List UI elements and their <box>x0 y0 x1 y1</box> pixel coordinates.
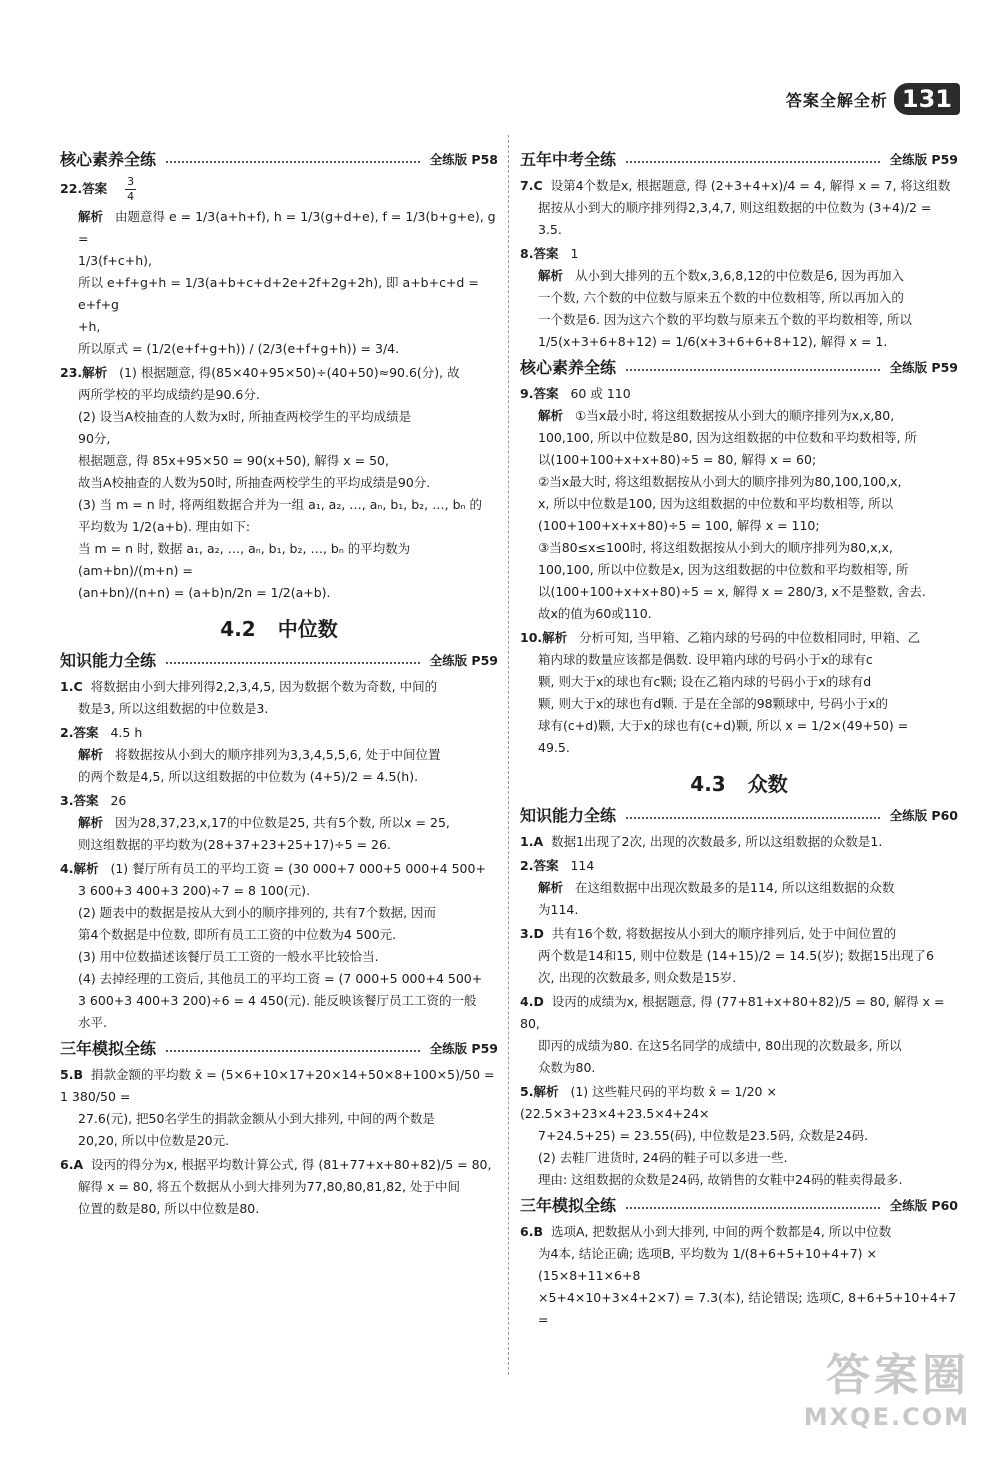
section-header <box>520 805 958 827</box>
page-header <box>786 82 960 116</box>
section-ref: 全练版 P59 <box>889 360 958 375</box>
section-title: 知识能力全练 <box>520 806 617 825</box>
watermark-url: MXQE.COM <box>803 1403 970 1431</box>
section-ref: 全练版 P60 <box>889 1198 958 1213</box>
section-header <box>60 1038 498 1060</box>
dotted-line <box>626 1207 880 1209</box>
right-column <box>520 145 958 1333</box>
question-1: 1.C 将数据由小到大排列得2,2,3,4,5, 因为数据个数为奇数, 中间的 数是3, 所以这组数据的中位数是3. <box>60 679 438 716</box>
section-ref: 全练版 P59 <box>429 1041 498 1056</box>
answer-fraction: $\frac{3}{4}$ <box>127 175 135 203</box>
question-r5: 5.解析 (1) 这些鞋尺码的平均数 x̄ = 1/20 × (22.5×3+23×4+23.5×4+24× 7+24.5+25) = 23.55(码), 中位数是23.5码, 众数是24码. (2) 去鞋厂进货时, 24码的鞋子可以多进一些. 理由: 这组数据的众数是24码, 故销售的女鞋中24码的鞋卖得最多. <box>520 1084 903 1187</box>
chapter-title: 4.2 中位数 <box>220 617 338 641</box>
section-title: 知识能力全练 <box>60 651 157 670</box>
question-5: 5.B 捐款金额的平均数 x̄ = (5×6+10×17+20×14+50×8+100×5)/50 = 1 380/50 = 27.6(元), 把50名学生的捐款金额从小到大排列, 中间的两个数是 20,20, 所以中位数是20元. <box>60 1067 495 1148</box>
question-9: 9.答案 60 或 110 解析 ①当x最小时, 将这组数据按从小到大的顺序排列为x,x,80, 100,100, 所以中位数是80, 因为这组数据的中位数和平均数相等, 所 以(100+100+x+x+80)÷5 = 80, 解得 x = 60; ②当x最大时, 将这组数据按从小到大的顺序排列为80,100,100,x, x, 所以中位数是100, 因为这组数据的中位数和平均数相等, 所以 (100+100+x+x+80)÷5 = 100, 解得 x = 110; ③当80≤x≤100时, 将这组数据按从小到大的顺序排列为80,x,x, 100,100, 所以中位数是x, 因为这组数据的中位数和平均数相等, 所 以(100+100+x+x+80)÷5 = x, 解得 x = 280/3, x不是整数, 舍去. 故x的值为60或110. <box>520 386 926 621</box>
question-23: 23.解析 (1) 根据题意, 得(85×40+95×50)÷(40+50)≈90.6(分), 故 两所学校的平均成绩约是90.6分. (2) 设当A校抽查的人数为x时, 所抽查两校学生的平均成绩是 90分, 根据题意, 得 85x+95×50 = 90(x+50), 解得 x = 50, 故当A校抽查的人数为50时, 所抽查两校学生的平均成绩是90分. (3) 当 m = n 时, 将两组数据合并为一组 a₁, a₂, …, aₙ, b₁, b₂, …, bₙ 的 平均数为 1/2(a+b). 理由如下: 当 m = n 时, 数据 a₁, a₂, …, aₙ, b₁, b₂, …, bₙ 的平均数为 (am+bn)/(m+n) = (an+bn)/(n+n) = (a+b)n/2n = 1/2(a+b). <box>60 365 482 600</box>
question-6: 6.A 设丙的得分为x, 根据平均数计算公式, 得 (81+77+x+80+82)/5 = 80, 解得 x = 80, 将五个数据从小到大排列为77,80,80,81,82, 处于中间 位置的数是80, 所以中位数是80. <box>60 1157 492 1216</box>
question-10: 10.解析 分析可知, 当甲箱、乙箱内球的号码的中位数相同时, 甲箱、乙 箱内球的数量应该都是偶数. 设甲箱内球的号码小于x的球有c 颗, 则大于x的球也有c颗; 设在乙箱内球的号码小于x的球有d 颗, 则大于x的球也有d颗. 于是在全部的98颗球中, 号码小于x的 球有(c+d)颗, 大于x的球也有(c+d)颗, 所以 x = 1/2×(49+50) = 49.5. <box>520 630 921 755</box>
question-r3: 3.D 共有16个数, 将数据按从小到大的顺序排列后, 处于中间位置的 两个数是14和15, 则中位数是 (14+15)/2 = 14.5(岁); 数据15出现了6 次, 出现的次数最多, 则众数是15岁. <box>520 926 934 985</box>
dotted-line <box>166 662 420 664</box>
section-header <box>60 650 498 672</box>
section-ref: 全练版 P60 <box>889 808 958 823</box>
section-title: 五年中考全练 <box>520 150 617 169</box>
question-22: 22.答案 $\frac{3}{4}$ <box>60 175 135 203</box>
question-3: 3.答案 26 解析 因为28,37,23,x,17的中位数是25, 共有5个数, 所以x = 25, 则这组数据的平均数为(28+37+23+25+17)÷5 = 26. <box>60 793 450 852</box>
dotted-line <box>626 161 880 163</box>
question-7: 7.C 设第4个数是x, 根据题意, 得 (2+3+4+x)/4 = 4, 解得 x = 7, 将这组数 据按从小到大的顺序排列得2,3,4,7, 则这组数据的中位数为 (3+4)/2 = 3.5. <box>520 178 951 237</box>
section-title: 三年模拟全练 <box>520 1196 617 1215</box>
question-r4: 4.D 设丙的成绩为x, 根据题意, 得 (77+81+x+80+82)/5 = 80, 解得 x = 80, 即丙的成绩为80. 在这5名同学的成绩中, 80出现的次数最多, 所以 众数为80. <box>520 994 945 1075</box>
question-r1: 1.A 数据1出现了2次, 出现的次数最多, 所以这组数据的众数是1. <box>520 834 883 849</box>
question-4: 4.解析 (1) 餐厅所有员工的平均工资 = (30 000+7 000+5 000+4 500+ 3 600+3 400+3 200)÷7 = 8 100(元). (2) 题表中的数据是按从大到小的顺序排列的, 共有7个数据, 因而 第4个数据是中位数, 即所有员工工资的中位数为4 500元. (3) 用中位数描述该餐厅员工工资的一般水平比较恰当. (4) 去掉经理的工资后, 其他员工的平均工资 = (7 000+5 000+4 500+ 3 600+3 400+3 200)÷6 = 4 450(元). 能反映该餐厅员工工资的一般 水平. <box>60 861 486 1030</box>
section-title: 三年模拟全练 <box>60 1039 157 1058</box>
watermark-logo-text: 答案圈 <box>826 1350 970 1401</box>
question-r2: 2.答案 114 解析 在这组数据中出现次数最多的是114, 所以这组数据的众数 为114. <box>520 858 895 917</box>
dotted-line <box>166 1050 420 1052</box>
header-title: 答案全解全析 <box>785 90 888 110</box>
question-2: 2.答案 4.5 h 解析 将数据按从小到大的顺序排列为3,3,4,5,5,6, 处于中间位置 的两个数是4,5, 所以这组数据的中位数为 (4+5)/2 = 4.5(h). <box>60 725 441 784</box>
left-column <box>60 145 498 1222</box>
section-ref: 全练版 P58 <box>429 152 498 167</box>
section-ref: 全练版 P59 <box>429 653 498 668</box>
dotted-line <box>626 817 880 819</box>
section-header <box>520 1195 958 1217</box>
page-number: 131 <box>894 83 960 115</box>
dotted-line <box>166 161 420 163</box>
question-22-analysis: 解析 由题意得 e = 1/3(a+h+f), h = 1/3(g+d+e), f = 1/3(b+g+e), g = 1/3(f+c+h), 所以 e+f+g+h = 1/3(a+b+c+d+2e+2f+2g+2h), 即 a+b+c+d = e+f+g +h, 所以原式 = (1/2(e+f+g+h)) / (2/3(e+f+g+h)) = 3/4. <box>78 209 496 356</box>
corner-watermark <box>804 1339 970 1431</box>
question-r6: 6.B 选项A, 把数据从小到大排列, 中间的两个数都是4, 所以中位数 为4本, 结论正确; 选项B, 平均数为 1/(8+6+5+10+4+7) × (15×8+11×6+8 ×5+4×10+3×4+2×7) = 7.3(本), 结论错误; 选项C, 8+6+5+10+4+7 = <box>520 1224 957 1327</box>
dotted-line <box>626 369 880 371</box>
chapter-title: 4.3 众数 <box>690 772 788 796</box>
section-header <box>520 357 958 379</box>
column-divider <box>508 135 509 1375</box>
section-header <box>520 149 958 171</box>
section-header <box>60 149 498 171</box>
question-8: 8.答案 1 解析 从小到大排列的五个数x,3,6,8,12的中位数是6, 因为再加入 一个数, 六个数的中位数与原来五个数的中位数相等, 所以再加入的 一个数是6. 因为这六个数的平均数与原来五个数的平均数相等, 所以 1/5(x+3+6+8+12) = 1/6(x+3+6+6+8+12), 解得 x = 1. <box>520 246 912 349</box>
section-title: 核心素养全练 <box>60 150 157 169</box>
section-title: 核心素养全练 <box>520 358 617 377</box>
section-ref: 全练版 P59 <box>889 152 958 167</box>
